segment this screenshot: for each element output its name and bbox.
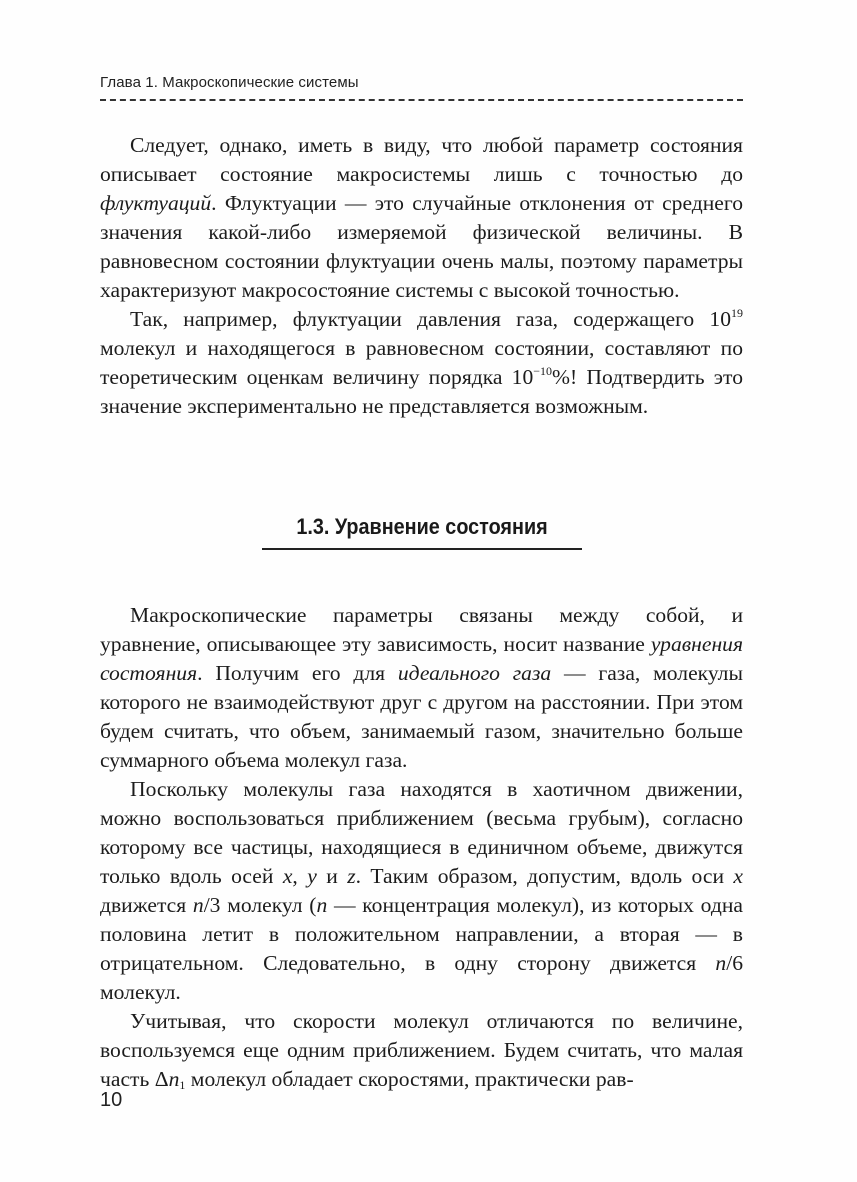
var-x: x — [733, 864, 744, 888]
var-n: n — [168, 1067, 180, 1091]
section-1-2-tail — [100, 131, 743, 421]
term-fluctuations: флуктуаций — [100, 191, 212, 215]
var-n: n — [192, 893, 204, 917]
var-y: y — [307, 864, 317, 888]
exponent-19: 19 — [731, 306, 743, 320]
term-ideal-gas: идеального газа — [397, 661, 552, 685]
heading-underline — [262, 548, 582, 550]
section-1-3-body — [100, 601, 743, 1094]
var-z: z — [347, 864, 356, 888]
var-n: n — [715, 951, 727, 975]
paragraph-pressure-example: Так, например, флуктуации давления газа, содержащего $10^{19}$ молекул и находящегося в равновесном состоянии, составляют по теоретическим оценкам величину порядка $10^{-10}\%$! Подтвердить это значение экспериментально не представляется возможным. — [100, 306, 743, 418]
var-n: n — [316, 893, 328, 917]
paragraph-chaotic-motion: Поскольку молекулы газа находятся в хаотичном движении, можно воспользоваться приближением (весьма грубым), согласно которому все частицы, находящиеся в единичном объеме, движутся только вдоль осей x, y и z. Таким образом, допустим, вдоль оси x движется n/3 молекул (n — концентрация молекул), из которых одна половина летит в положительном направлении, а вторая — в отрицательном. Следовательно, в одну сторону движется n/6 молекул. — [100, 777, 744, 1004]
running-header: Глава 1. Макроскопические системы — [100, 74, 359, 91]
section-heading: 1.3. Уравнение состояния — [296, 514, 548, 539]
paragraph-equation-of-state: Макроскопические параметры связаны между собой, и уравнение, описывающее эту зависимость, носит название уравнения состояния. Получим его для идеального газа — газа, молекулы которого не взаимодействуют друг с другом на расстоянии. При этом будем считать, что объем, занимаемый газом, значительно больше суммарного объема молекул газа. — [100, 603, 743, 772]
header-divider — [100, 99, 743, 101]
page-number: 10 — [100, 1089, 123, 1111]
subscript-1: 1 — [179, 1078, 186, 1092]
paragraph-velocities: Учитывая, что скорости молекул отличаются по величине, воспользуемся еще одним приближением. Будем считать, что малая часть $\Delta n_1$ молекул обладает скоростями, практически рав- — [100, 1009, 743, 1092]
section-heading-wrap — [262, 512, 582, 542]
var-x: x — [282, 864, 293, 888]
exponent-minus-10: −10 — [533, 364, 553, 378]
paragraph-fluctuations: Следует, однако, иметь в виду, что любой параметр состояния описывает состояние макросистемы лишь с точностью до флуктуаций. Флуктуации — это случайные отклонения от среднего значения какой-либо измеряемой физической величины. В равновесном состоянии флуктуации очень малы, поэтому параметры характеризуют макросостояние системы с высокой точностью. — [100, 133, 743, 302]
term-equation-of-state: уравнения состояния — [100, 632, 743, 685]
